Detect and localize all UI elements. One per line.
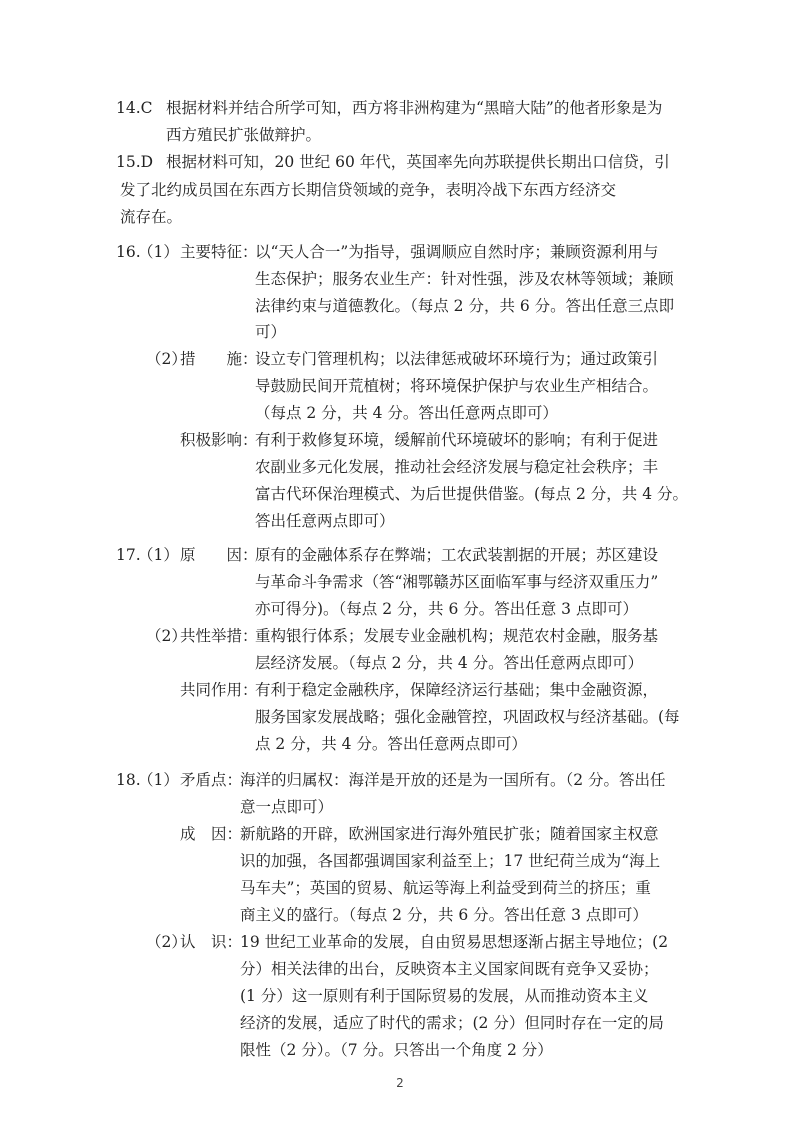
part-label: 主要特征：: [180, 243, 258, 261]
part-label: 措 施：: [180, 350, 258, 368]
answer-text-line: 发了北约成员国在东西方长期信贷领域的竞争，表明冷战下东西方经济交: [120, 181, 617, 199]
part-tag: （2）: [146, 627, 187, 645]
question-number: 16.: [116, 243, 141, 261]
answer-text-line: 商主义的盛行。（每点 2 分，共 6 分。答出任意 3 点即可）: [240, 906, 648, 924]
part-tag: （2）: [146, 933, 187, 951]
answer-text-line: 根据材料可知，20 世纪 60 年代，英国率先向苏联提供长期出口信贷，引: [166, 153, 670, 171]
answer-text-line: 流存在。: [120, 208, 183, 226]
answer-text-line: 层经济发展。（每点 2 分，共 4 分。答出任意两点即可）: [255, 654, 644, 672]
answer-text-line: 根据材料并结合所学可知，西方将非洲构建为“黑暗大陆”的他者形象是为: [166, 99, 663, 117]
answer-text-line: 分）相关法律的出台，反映资本主义国家间既有竞争又妥协；: [240, 960, 659, 978]
answer-text-line: 海洋的归属权：海洋是开放的还是为一国所有。（2 分。答出任: [240, 771, 666, 789]
question-number: 17.: [116, 546, 141, 564]
part-label: 积极影响：: [180, 431, 258, 449]
part-tag: （2）: [146, 350, 187, 368]
answer-text-line: 经济的发展，适应了时代的需求；(2 分）但同时存在一定的局: [240, 1014, 664, 1032]
answer-text-line: 农副业多元化发展，推动社会经济发展与稳定社会秩序；丰: [255, 458, 659, 476]
answer-text-line: 新航路的开辟，欧洲国家进行海外殖民扩张；随着国家主权意: [240, 825, 659, 843]
answer-number: 15.D: [116, 153, 154, 171]
part-label: 矛盾点：: [180, 771, 243, 789]
answer-text-line: 与革命斗争需求（答“湘鄂赣苏区面临军事与经济双重压力”: [255, 573, 659, 591]
answer-text-line: （每点 2 分，共 4 分。答出任意两点即可）: [255, 404, 558, 422]
answer-text-line: 可）: [255, 323, 287, 341]
answer-text-line: 有利于救修复环境，缓解前代环境破坏的影响；有利于促进: [255, 431, 659, 449]
part-tag: （1）: [138, 771, 179, 789]
answer-text-line: 马车夫”；英国的贸易、航运等海上利益受到荷兰的挤压；重: [240, 879, 651, 897]
part-label: 成 因：: [180, 825, 243, 843]
answer-text-line: 重构银行体系；发展专业金融机构；规范农村金融，服务基: [255, 627, 659, 645]
answer-text-line: 识的加强，各国都强调国家利益至上；17 世纪荷兰成为“海上: [240, 852, 661, 870]
answer-text-line: 设立专门管理机构；以法律惩戒破坏环境行为；通过政策引: [255, 350, 659, 368]
answer-text-line: 点 2 分，共 4 分。答出任意两点即可）: [255, 735, 527, 753]
answer-text-line: 法律约束与道德教化。（每点 2 分，共 6 分。答出任意三点即: [255, 297, 675, 315]
answer-text-line: 意一点即可）: [240, 798, 334, 816]
part-label: 共性举措：: [180, 627, 258, 645]
answer-text-line: 导鼓励民间开荒植树；将环境保护保护与农业生产相结合。: [255, 377, 659, 395]
answer-text-line: 19 世纪工业革命的发展，自由贸易思想逐渐占据主导地位；(2: [240, 933, 669, 951]
answer-text-line: 生态保护；服务农业生产：针对性强，涉及农林等领域；兼顾: [255, 270, 674, 288]
question-number: 18.: [116, 771, 141, 789]
page-number: 2: [396, 1076, 404, 1090]
answer-text-line: 有利于稳定金融秩序，保障经济运行基础；集中金融资源，: [255, 681, 659, 699]
answer-text-line: 原有的金融体系存在弊端；工农武装割据的开展；苏区建设: [255, 546, 659, 564]
part-label: 原 因：: [180, 546, 258, 564]
part-tag: （1）: [138, 546, 179, 564]
part-label: 共同作用：: [180, 681, 258, 699]
answer-text-line: 服务国家发展战略；强化金融管控，巩固政权与经济基础。(每: [255, 708, 680, 726]
answer-text-line: (1 分）这一原则有利于国际贸易的发展，从而推动资本主义: [240, 987, 649, 1005]
answer-text-line: 答出任意两点即可）: [255, 512, 395, 530]
part-tag: （1）: [138, 243, 179, 261]
answer-text-line: 亦可得分)。（每点 2 分，共 6 分。答出任意 3 点即可）: [255, 600, 638, 618]
answer-text-line: 西方殖民扩张做辩护。: [166, 126, 322, 144]
answer-text-line: 富古代环保治理模式、为后世提供借鉴。(每点 2 分，共 4 分。: [255, 485, 688, 503]
answer-text-line: 限性（2 分）。（7 分。只答出一个角度 2 分）: [240, 1041, 553, 1059]
answer-text-line: 以“天人合一”为指导，强调顺应自然时序；兼顾资源利用与: [255, 243, 659, 261]
answer-number: 14.C: [116, 99, 153, 117]
part-label: 认 识：: [180, 933, 243, 951]
